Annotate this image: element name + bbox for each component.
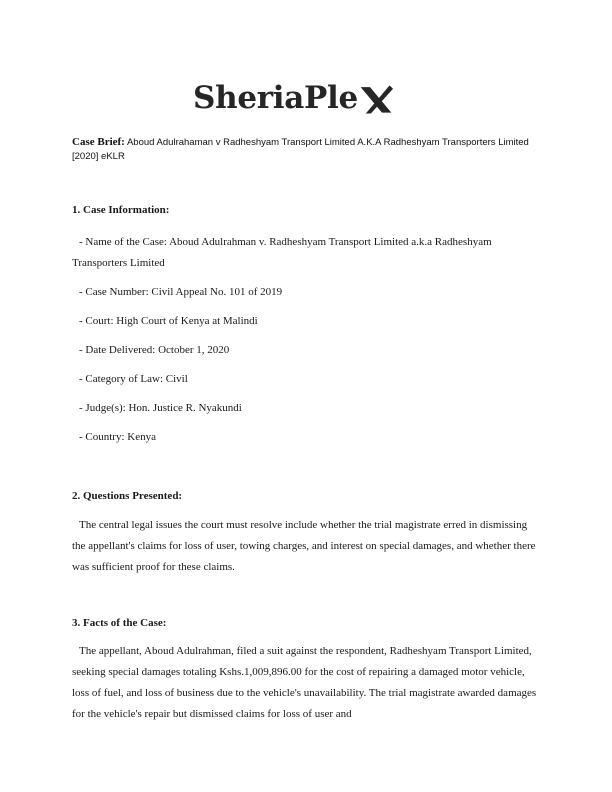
case-info-date: - Date Delivered: October 1, 2020 xyxy=(79,344,230,356)
document-body xyxy=(72,203,540,725)
case-brief-label: Case Brief: xyxy=(72,136,125,148)
case-info-judges: - Judge(s): Hon. Justice R. Nyakundi xyxy=(79,402,242,414)
case-info-number: - Case Number: Civil Appeal No. 101 of 2019 xyxy=(79,286,283,298)
x-mark-icon xyxy=(359,82,393,116)
case-info-country: - Country: Kenya xyxy=(79,431,156,443)
questions-presented-text: The central legal issues the court must resolve include whether the trial magistrate erred in dismissing the appellant's claims for loss of user, towing charges, and interest on special damages, and whether there was sufficient proof for these claims. xyxy=(72,519,536,573)
section-heading-questions-presented: 2. Questions Presented: xyxy=(72,490,183,502)
section-heading-case-information: 1. Case Information: xyxy=(72,204,170,216)
case-info-category: - Category of Law: Civil xyxy=(79,373,188,385)
case-brief-heading xyxy=(72,135,542,164)
case-info-court: - Court: High Court of Kenya at Malindi xyxy=(79,315,258,327)
facts-text: The appellant, Aboud Adulrahman, filed a suit against the respondent, Radheshyam Transport Limited, seeking special damages totaling Kshs.1,009,896.00 for the cost of repairing a damaged motor vehicle, loss of fuel, and loss of business due to the vehicle's unavailability. The trial magistrate awarded damages for the vehicle's repair but dismissed claims for loss of user and xyxy=(72,645,537,720)
case-brief-title: Aboud Adulrahaman v Radheshyam Transport Limited A.K.A Radheshyam Transporters Limited [2020] eKLR xyxy=(72,137,529,162)
section-heading-facts: 3. Facts of the Case: xyxy=(72,617,167,629)
case-info-name: - Name of the Case: Aboud Adulrahman v. Radheshyam Transport Limited a.k.a Radheshyam Transporters Limited xyxy=(72,236,492,269)
sheriaplex-logo xyxy=(193,76,393,120)
logo-text: SheriaPle xyxy=(193,79,358,116)
